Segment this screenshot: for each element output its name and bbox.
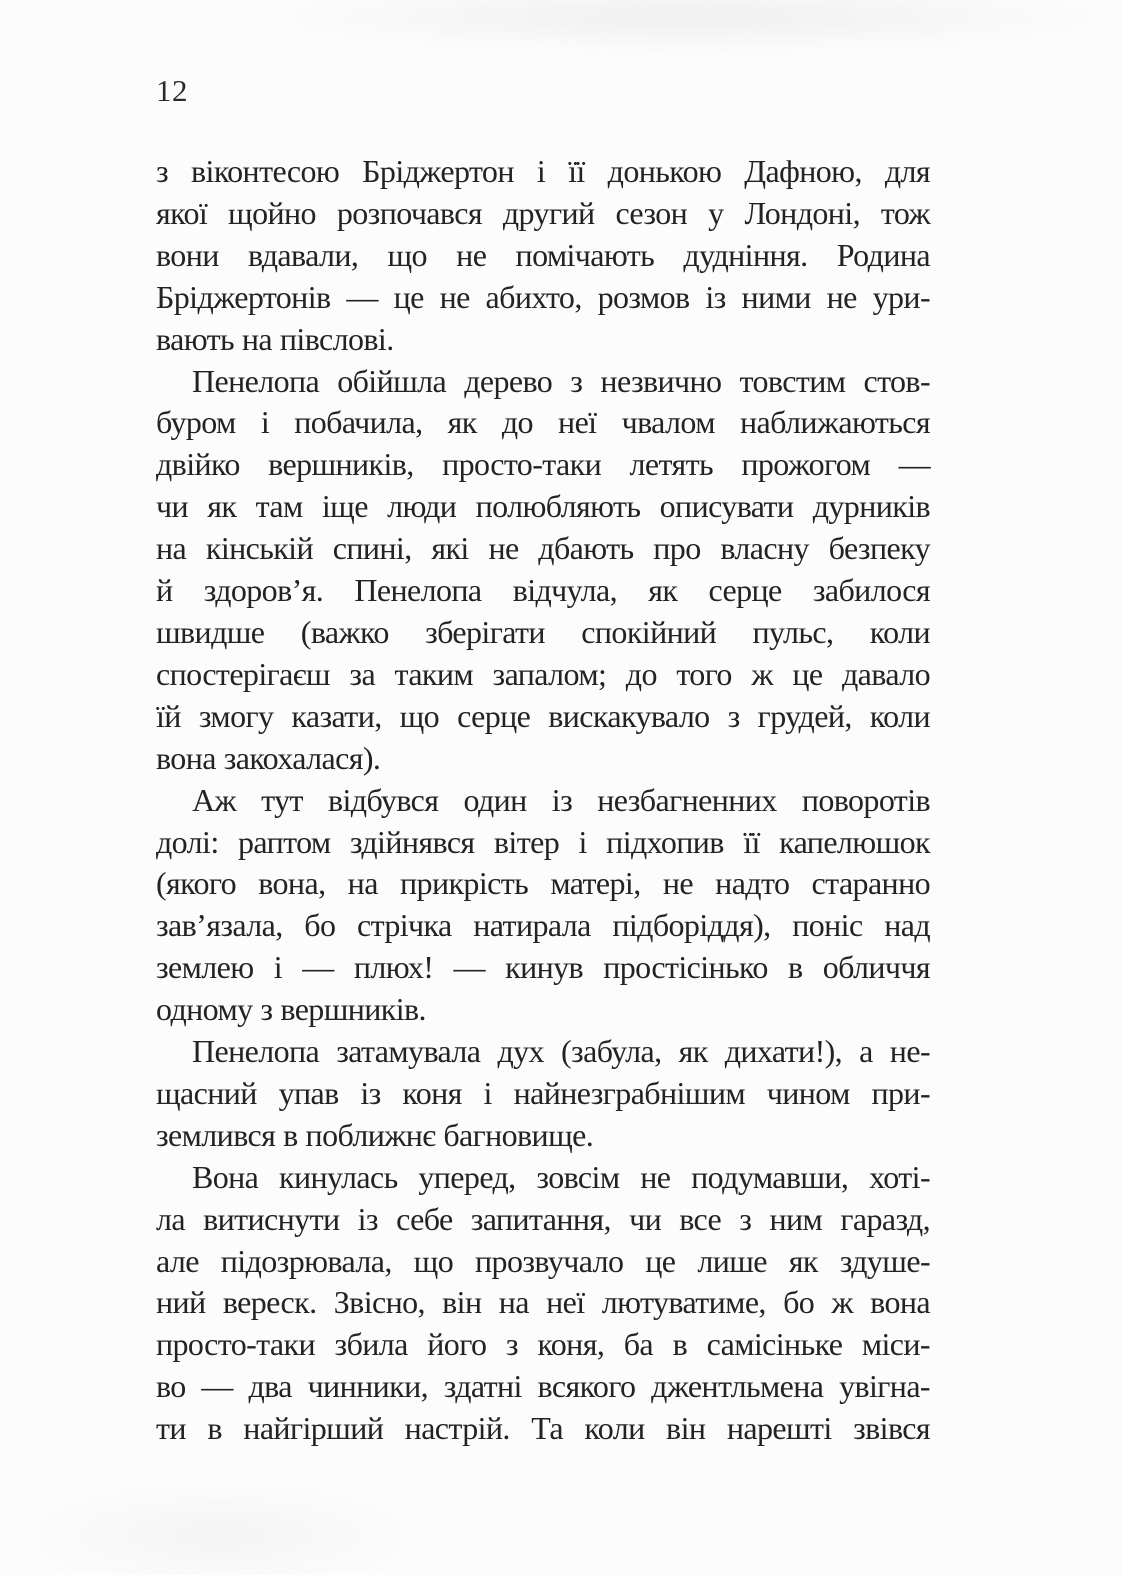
paragraph	[156, 1157, 930, 1450]
text-line: швидше (важко зберігати спокійний пульс, коли	[156, 613, 930, 650]
paragraph	[156, 780, 930, 1031]
text-line: Бріджертонів — це не абихто, розмов із ними не ури-	[156, 278, 930, 315]
text-line: буром і побачила, як до неї чвалом наближаються	[156, 404, 930, 441]
text-line: Пенелопа затамувала дух (забула, як дихати!), а не-	[192, 1033, 930, 1070]
text-line: (якого вона, на прикрість матері, не надто старанно	[156, 865, 930, 902]
text-line: ла витиснути із себе запитання, чи все з ним гаразд,	[156, 1200, 930, 1237]
text-line: на кінській спині, які не дбають про власну безпеку	[156, 530, 930, 567]
text-line: з віконтесою Бріджертон і її донькою Дафною, для	[156, 153, 930, 189]
text-line: во — два чинники, здатні всякого джентльмена увігна-	[156, 1368, 930, 1405]
text-line: просто-таки збила його з коня, ба в самісіньке міси-	[156, 1326, 930, 1363]
paragraph	[156, 361, 930, 780]
text-line: Вона кинулась уперед, зовсім не подумавши, хоті-	[192, 1158, 930, 1195]
text-line: землився в поближнє багновище.	[156, 1116, 594, 1153]
text-line: вають на півслові.	[156, 320, 394, 357]
page-text	[156, 151, 930, 1450]
text-line: чи як там іще люди полюбляють описувати дурників	[156, 488, 930, 525]
text-line: ний вереск. Звісно, він на неї лютуватиме, бо ж вона	[156, 1284, 930, 1321]
text-line: Пенелопа обійшла дерево з незвично товстим стов-	[192, 362, 930, 399]
paragraph	[156, 151, 930, 361]
text-line: Аж тут відбувся один із незбагненних поворотів	[192, 781, 930, 818]
text-line: вона закохалася).	[156, 739, 381, 776]
text-line: але підозрювала, що прозвучало це лише як здуше-	[156, 1242, 930, 1279]
text-line: вони вдавали, що не помічають дудніння. Родина	[156, 236, 930, 273]
text-line: зав’язала, бо стрічка натирала підборіддя), поніс над	[156, 907, 930, 944]
text-line: одному з вершників.	[156, 991, 426, 1028]
text-line: землею і — плюх! — кинув простісінько в обличчя	[156, 949, 930, 986]
paragraph	[156, 1031, 930, 1157]
text-line: щасний упав із коня і найнезграбнішим чином при-	[156, 1074, 930, 1111]
text-line: їй змогу казати, що серце вискакувало з грудей, коли	[156, 697, 930, 734]
scan-noise-blob	[10, 1480, 430, 1575]
page-number: 12	[156, 73, 188, 108]
scan-noise-blob	[250, 0, 1122, 52]
text-line: й здоров’я. Пенелопа відчула, як серце забилося	[156, 572, 930, 609]
text-line: долі: раптом здійнявся вітер і підхопив її капелюшок	[156, 823, 930, 860]
text-line: ти в найгірший настрій. Та коли він нарешті звівся	[156, 1410, 930, 1447]
text-line: якої щойно розпочався другий сезон у Лондоні, тож	[156, 194, 930, 231]
text-line: спостерігаєш за таким запалом; до того ж це давало	[156, 655, 930, 692]
text-line: двійко вершників, просто-таки летять прожогом —	[156, 446, 930, 483]
